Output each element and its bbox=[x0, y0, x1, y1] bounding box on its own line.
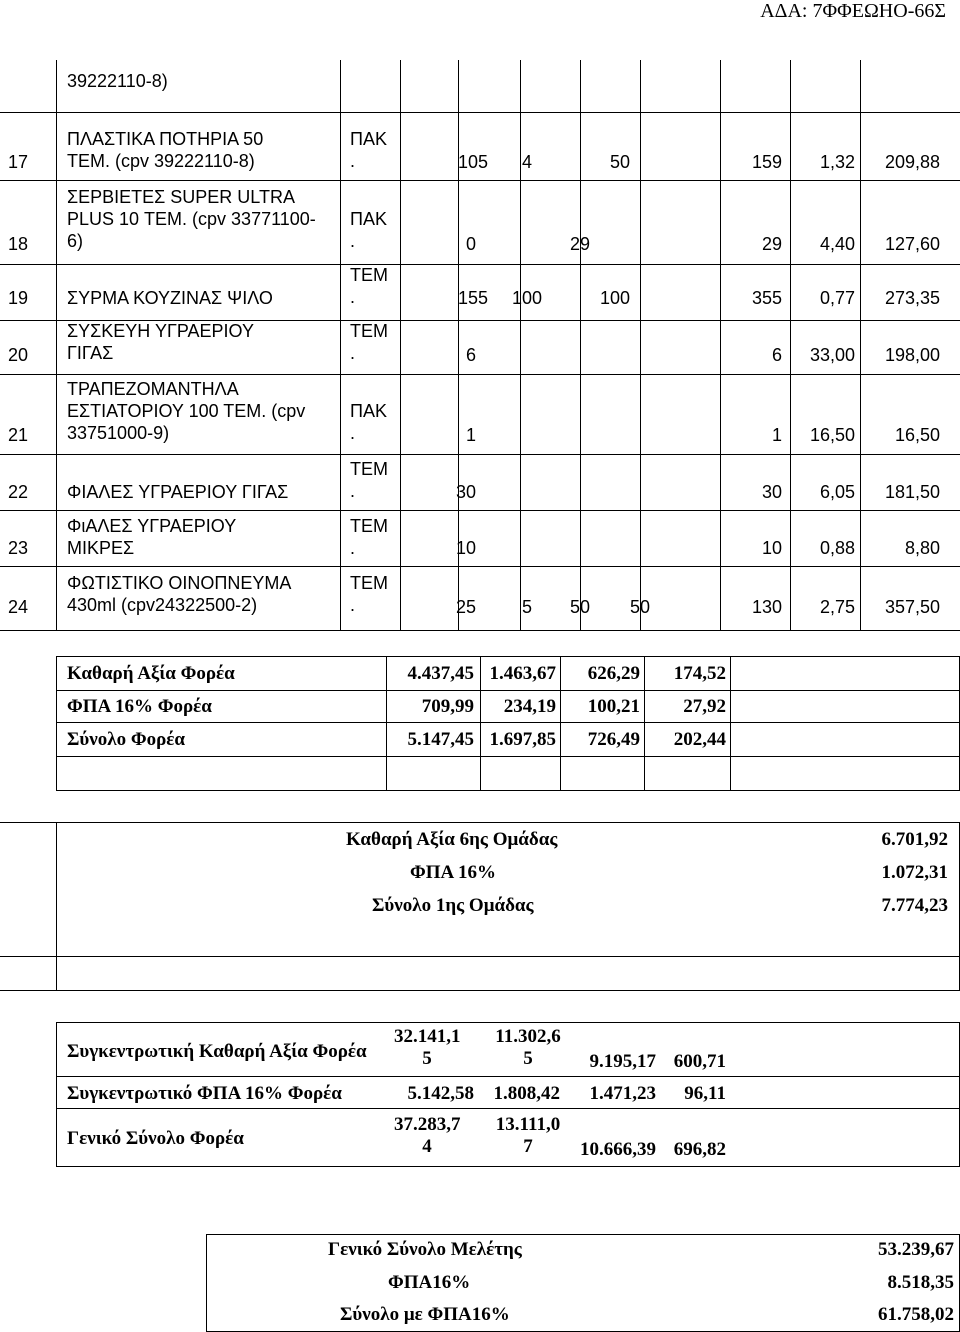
carrier-total-v3: 726,49 bbox=[587, 729, 640, 750]
row-number: 20 bbox=[8, 345, 29, 365]
row-qty-1: 105 bbox=[457, 152, 488, 172]
group-total-label: Σύνολο 1ης Ομάδας bbox=[372, 895, 534, 916]
row-number: 17 bbox=[8, 152, 29, 172]
row-unit: ΤΕΜ . bbox=[350, 573, 388, 615]
row-amount: 8,80 bbox=[904, 538, 940, 558]
carrier-net-v2: 1.463,67 bbox=[489, 663, 556, 684]
group-vat-value: 1.072,31 bbox=[881, 862, 948, 883]
row-unit-price: 0,77 bbox=[819, 288, 855, 308]
row-amount: 127,60 bbox=[884, 234, 940, 254]
summary-total-v3: 10.666,39 bbox=[580, 1139, 656, 1160]
row-qty-3: 100 bbox=[599, 288, 630, 308]
group-net-label: Καθαρή Αξία 6ης Ομάδας bbox=[346, 829, 558, 850]
row-number: 22 bbox=[8, 482, 29, 502]
row-qty-1: 1 bbox=[465, 425, 476, 445]
grand-total-vat-label: Σύνολο με ΦΠΑ16% bbox=[340, 1304, 510, 1325]
grand-vat-value: 8.518,35 bbox=[887, 1272, 954, 1293]
row-description: ΦΩΤΙΣΤΙΚΟ ΟΙΝΟΠΝΕΥΜΑ 430ml (cpv24322500-2) bbox=[67, 573, 292, 615]
group-total-value: 7.774,23 bbox=[881, 895, 948, 916]
row-description: ΣΥΡΜΑ ΚΟΥΖΙΝΑΣ ΨΙΛΟ bbox=[67, 288, 273, 308]
row-description: ΦΙΑΛΕΣ ΥΓΡΑΕΡΙΟΥ ΓΙΓΑΣ bbox=[67, 482, 289, 502]
row-total-qty: 355 bbox=[751, 288, 782, 308]
row-description: ΠΛΑΣΤΙΚΑ ΠΟΤΗΡΙΑ 50 ΤΕΜ. (cpv 39222110-8) bbox=[67, 129, 264, 171]
carrier-net-label: Καθαρή Αξία Φορέα bbox=[67, 663, 235, 684]
row-total-qty: 130 bbox=[751, 597, 782, 617]
carrier-total-v1: 5.147,45 bbox=[407, 729, 474, 750]
group-net-value: 6.701,92 bbox=[881, 829, 948, 850]
row-amount: 273,35 bbox=[884, 288, 940, 308]
carrier-vat-v2: 234,19 bbox=[503, 696, 556, 717]
carrier-net-v3: 626,29 bbox=[587, 663, 640, 684]
row-unit-price: 33,00 bbox=[809, 345, 855, 365]
row-unit-price: 16,50 bbox=[809, 425, 855, 445]
summary-vat-label: Συγκεντρωτικό ΦΠΑ 16% Φορέα bbox=[67, 1083, 342, 1104]
row-unit-price: 2,75 bbox=[819, 597, 855, 617]
row-qty-1: 25 bbox=[455, 597, 476, 617]
row-total-qty: 1 bbox=[771, 425, 782, 445]
row-amount: 357,50 bbox=[884, 597, 940, 617]
row-qty-3: 29 bbox=[569, 234, 590, 254]
row-amount: 198,00 bbox=[884, 345, 940, 365]
carrier-total-label: Σύνολο Φορέα bbox=[67, 729, 185, 750]
row-qty-3: 50 bbox=[569, 597, 590, 617]
grand-total-vat-value: 61.758,02 bbox=[878, 1304, 954, 1325]
row-unit-price: 1,32 bbox=[819, 152, 855, 172]
summary-vat-v4: 96,11 bbox=[684, 1083, 726, 1104]
row-qty-1: 10 bbox=[455, 538, 476, 558]
carrier-vat-v4: 27,92 bbox=[683, 696, 726, 717]
row-number: 19 bbox=[8, 288, 29, 308]
row-unit-price: 0,88 bbox=[819, 538, 855, 558]
row-qty-2: 4 bbox=[521, 152, 532, 172]
summary-net-v2: 11.302,6 5 bbox=[495, 1026, 561, 1069]
summary-total-v2: 13.111,0 7 bbox=[495, 1114, 561, 1157]
grand-study-total-label: Γενικό Σύνολο Μελέτης bbox=[328, 1239, 522, 1260]
row-amount: 209,88 bbox=[884, 152, 940, 172]
row-total-qty: 6 bbox=[771, 345, 782, 365]
grand-vat-label: ΦΠΑ16% bbox=[388, 1272, 471, 1293]
summary-total-label: Γενικό Σύνολο Φορέα bbox=[67, 1128, 244, 1149]
carrier-net-v4: 174,52 bbox=[673, 663, 726, 684]
row-total-qty: 159 bbox=[751, 152, 782, 172]
summary-total-v4: 696,82 bbox=[673, 1139, 726, 1160]
continued-description: 39222110-8) bbox=[67, 71, 168, 91]
row-qty-1: 155 bbox=[457, 288, 488, 308]
summary-net-v4: 600,71 bbox=[673, 1051, 726, 1072]
row-description: ΣΥΣΚΕΥΗ ΥΓΡΑΕΡΙΟΥ ΓΙΓΑΣ bbox=[67, 321, 254, 363]
row-number: 23 bbox=[8, 538, 29, 558]
row-amount: 181,50 bbox=[884, 482, 940, 502]
carrier-total-v4: 202,44 bbox=[673, 729, 726, 750]
carrier-vat-v1: 709,99 bbox=[421, 696, 474, 717]
ada-header: ΑΔΑ: 7ΦΦΕΩΗΟ-66Σ bbox=[760, 0, 946, 22]
row-unit: ΤΕΜ . bbox=[350, 265, 388, 307]
row-total-qty: 10 bbox=[761, 538, 782, 558]
row-unit: ΠΑΚ . bbox=[350, 209, 388, 251]
row-unit-price: 4,40 bbox=[819, 234, 855, 254]
summary-total-v1: 37.283,7 4 bbox=[394, 1114, 461, 1157]
row-unit: ΠΑΚ . bbox=[350, 401, 388, 443]
row-number: 21 bbox=[8, 425, 29, 445]
row-unit: ΤΕΜ . bbox=[350, 459, 388, 501]
row-qty-1: 6 bbox=[465, 345, 476, 365]
row-unit: ΤΕΜ . bbox=[350, 321, 388, 363]
row-qty-4: 50 bbox=[629, 597, 650, 617]
carrier-vat-v3: 100,21 bbox=[587, 696, 640, 717]
row-total-qty: 29 bbox=[761, 234, 782, 254]
carrier-vat-label: ΦΠΑ 16% Φορέα bbox=[67, 696, 212, 717]
row-unit-price: 6,05 bbox=[819, 482, 855, 502]
summary-net-v1: 32.141,1 5 bbox=[394, 1026, 461, 1069]
summary-net-v3: 9.195,17 bbox=[589, 1051, 656, 1072]
row-description: ΤΡΑΠΕΖΟΜΑΝΤΗΛΑ ΕΣΤΙΑΤΟΡΙΟΥ 100 ΤΕΜ. (cpv 33751000-9) bbox=[67, 379, 306, 443]
row-qty-2: 100 bbox=[511, 288, 542, 308]
row-number: 24 bbox=[8, 597, 29, 617]
summary-vat-v2: 1.808,42 bbox=[493, 1083, 560, 1104]
row-amount: 16,50 bbox=[894, 425, 940, 445]
row-qty-2: 5 bbox=[521, 597, 532, 617]
row-number: 18 bbox=[8, 234, 29, 254]
summary-vat-v1: 5.142,58 bbox=[407, 1083, 474, 1104]
row-qty-3: 50 bbox=[609, 152, 630, 172]
row-description: ΦιΑΛΕΣ ΥΓΡΑΕΡΙΟΥ ΜΙΚΡΕΣ bbox=[67, 516, 237, 558]
row-qty-1: 30 bbox=[455, 482, 476, 502]
summary-vat-v3: 1.471,23 bbox=[589, 1083, 656, 1104]
carrier-total-v2: 1.697,85 bbox=[489, 729, 556, 750]
carrier-net-v1: 4.437,45 bbox=[407, 663, 474, 684]
row-unit: ΠΑΚ . bbox=[350, 129, 388, 171]
row-unit: ΤΕΜ . bbox=[350, 516, 388, 558]
row-qty-1: 0 bbox=[465, 234, 476, 254]
row-total-qty: 30 bbox=[761, 482, 782, 502]
grand-study-total-value: 53.239,67 bbox=[878, 1239, 954, 1260]
summary-net-label: Συγκεντρωτική Καθαρή Αξία Φορέα bbox=[67, 1041, 367, 1062]
group-vat-label: ΦΠΑ 16% bbox=[410, 862, 496, 883]
row-description: ΣΕΡΒΙΕΤΕΣ SUPER ULTRA PLUS 10 ΤΕΜ. (cpv 33771100- 6) bbox=[67, 187, 316, 251]
